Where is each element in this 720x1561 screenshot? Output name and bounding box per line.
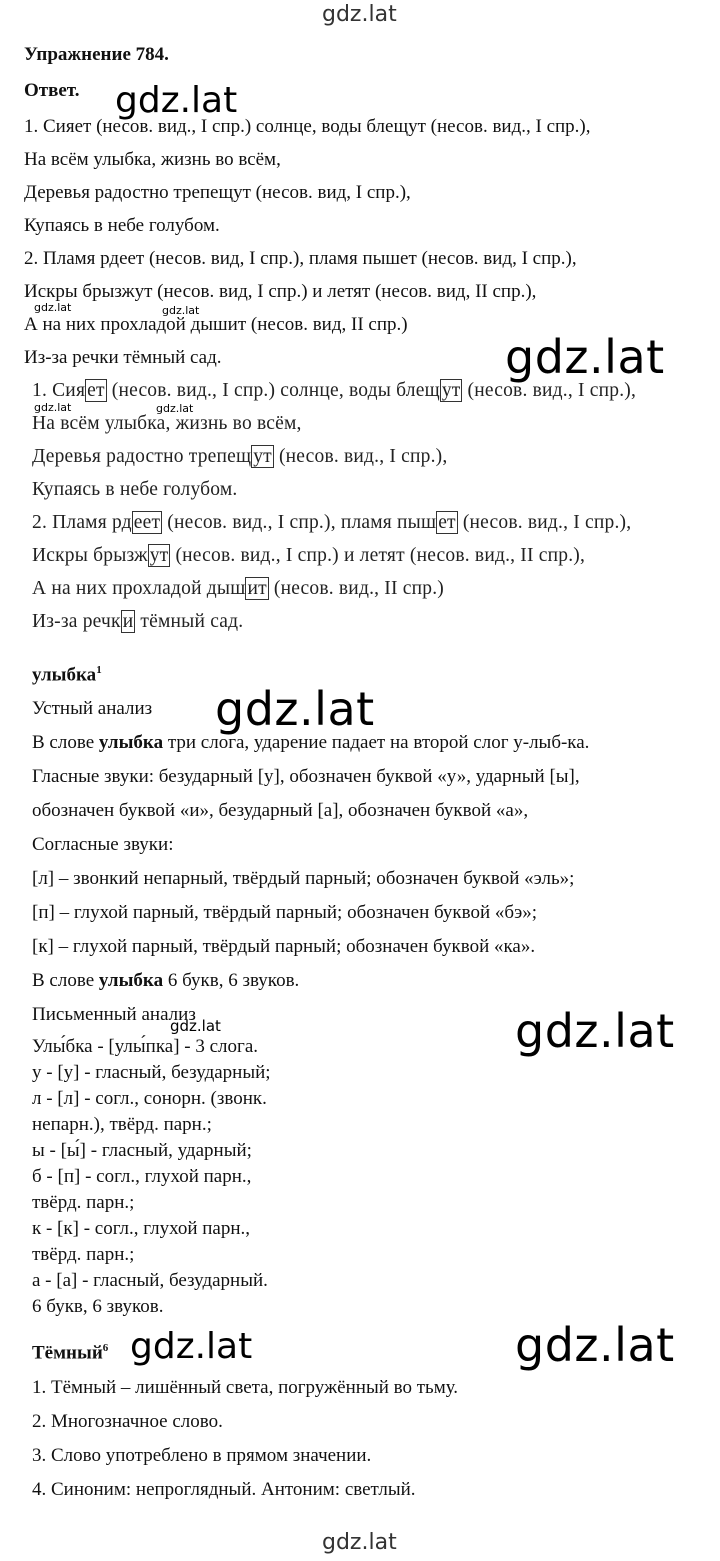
hw-line-4: Купаясь в небе голубом. [32, 479, 238, 500]
exercise-title: Упражнение 784. [24, 44, 169, 65]
written-line: л - [л] - согл., сонорн. (звонк. [32, 1088, 267, 1109]
printed-line: 2. Пламя рдеет (несов. вид, I спр.), пламя пышет (несов. вид, I спр.), [24, 248, 577, 269]
written-line: к - [к] - согл., глухой парн., [32, 1218, 251, 1239]
ending-box: ут [149, 545, 169, 566]
watermark-bottom: gdz.lat [322, 1530, 397, 1555]
oral-p8: В слове улыбка 6 букв, 6 звуков. [32, 970, 300, 991]
written-line: твёрд. парн.; [32, 1244, 135, 1265]
oral-p1: В слове улыбка три слога, ударение падает на второй слог у-лыб-ка. [32, 732, 590, 753]
printed-line: Купаясь в небе голубом. [24, 215, 220, 236]
ending-box: еет [133, 512, 161, 533]
word2-title: Тёмный$^6$ [32, 1342, 109, 1364]
oral-p5: [л] – звонкий непарный, твёрдый парный; обозначен буквой «эль»; [32, 868, 575, 889]
watermark-1: gdz.lat [115, 80, 238, 121]
ending-box: ет [87, 380, 105, 401]
ending-box: ет [438, 512, 456, 533]
ending-box: ит [247, 578, 267, 599]
printed-line: На всём улыбка, жизнь во всём, [24, 149, 281, 170]
ending-box: ут [253, 446, 272, 467]
oral-analysis-label: Устный анализ [32, 698, 153, 719]
oral-p3: обозначен буквой «и», безударный [а], обозначен буквой «а», [32, 800, 529, 821]
printed-line: Из-за речки тёмный сад. [24, 347, 222, 368]
watermark-tiny: gdz.lat [156, 402, 194, 415]
written-analysis-label: Письменный анализ [32, 1004, 196, 1025]
written-line: Улы́бка - [улы́пка] - 3 слога. [32, 1036, 259, 1057]
hw-line-8: Из-за речк и тёмный сад. [32, 611, 244, 632]
watermark-5: gdz.lat [130, 1326, 253, 1367]
oral-p6: [п] – глухой парный, твёрдый парный; обозначен буквой «бэ»; [32, 902, 538, 923]
watermark-tiny: gdz.lat [34, 301, 72, 314]
word2-item: 3. Слово употреблено в прямом значении. [32, 1445, 372, 1466]
hw-line-2: На всём улыбка, жизнь во всём, [32, 413, 302, 434]
watermark-tiny: gdz.lat [162, 304, 200, 317]
written-line: у - [у] - гласный, безударный; [32, 1062, 271, 1083]
written-line: ы - [ы́] - гласный, ударный; [32, 1140, 252, 1161]
word2-item: 1. Тёмный – лишённый света, погружённый во тьму. [32, 1377, 459, 1398]
written-line: твёрд. парн.; [32, 1192, 135, 1213]
answer-label: Ответ. [24, 80, 80, 101]
watermark-6: gdz.lat [515, 1318, 675, 1372]
watermark-2: gdz.lat [505, 330, 665, 384]
oral-p4: Согласные звуки: [32, 834, 174, 855]
written-line: непарн.), твёрд. парн.; [32, 1114, 212, 1135]
written-line: 6 букв, 6 звуков. [32, 1296, 164, 1317]
hw-line-5: 2. Пламя рд еет (несов. вид., I спр.), пламя пыш ет (несов. вид., I спр.), [32, 512, 632, 533]
word2-item: 2. Многозначное слово. [32, 1411, 223, 1432]
watermark-top: gdz.lat [322, 2, 397, 27]
oral-p2: Гласные звуки: безударный [у], обозначен буквой «у», ударный [ы], [32, 766, 580, 787]
printed-line: Деревья радостно трепещут (несов. вид, I спр.), [24, 182, 411, 203]
word2-item: 4. Синоним: непроглядный. Антоним: светлый. [32, 1479, 416, 1500]
hw-line-3: Деревья радостно трепещ ут (несов. вид., I спр.), [32, 446, 448, 467]
watermark-tiny: gdz.lat [34, 401, 72, 414]
word1-title: улыбка$^1$ [32, 664, 102, 686]
hw-line-6: Искры брызж ут (несов. вид., I спр.) и летят (несов. вид., II спр.), [32, 545, 586, 566]
hw-line-1: 1. Сия ет (несов. вид., I спр.) солнце, воды блещ ут (несов. вид., I спр.), [32, 380, 637, 401]
watermark-4: gdz.lat [515, 1004, 675, 1058]
written-line: а - [а] - гласный, безударный. [32, 1270, 268, 1291]
watermark-3: gdz.lat [215, 682, 375, 736]
oral-p7: [к] – глухой парный, твёрдый парный; обозначен буквой «ка». [32, 936, 536, 957]
hw-line-7: А на них прохладой дыш ит (несов. вид., II спр.) [32, 578, 444, 599]
written-line: б - [п] - согл., глухой парн., [32, 1166, 252, 1187]
printed-line: 1. Сияет (несов. вид., I спр.) солнце, воды блещут (несов. вид., I спр.), [24, 116, 591, 137]
printed-line: Искры брызжут (несов. вид, I спр.) и летят (несов. вид, II спр.), [24, 281, 537, 302]
watermark-tiny: gdz.lat [170, 1017, 221, 1035]
ending-box: и [122, 611, 134, 632]
ending-box: ут [441, 380, 461, 401]
printed-line: А на них прохладой дышит (несов. вид, II спр.) [24, 314, 408, 335]
